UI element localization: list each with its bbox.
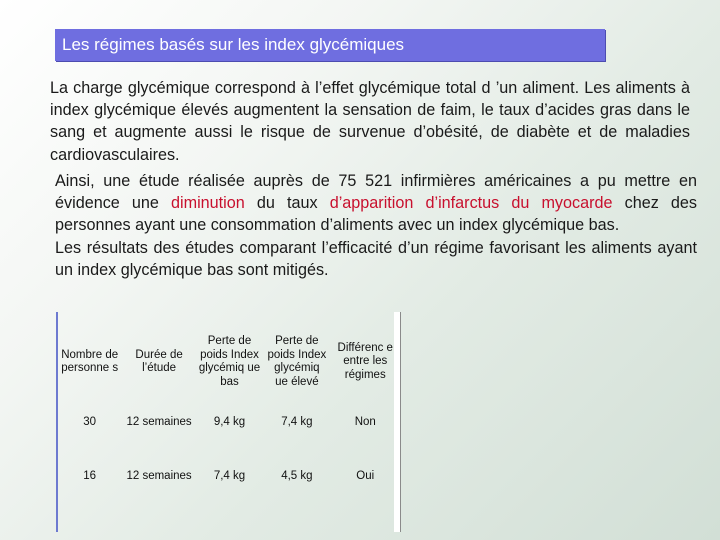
table-cell: 7,4 kg xyxy=(281,416,313,428)
study-text-part2: du taux xyxy=(244,194,330,213)
table-cell: 9,4 kg xyxy=(213,416,246,428)
slide-title: Les régimes basés sur les index glycémiques xyxy=(55,29,605,61)
table-cell: 4,5 kg xyxy=(281,470,313,482)
table-row xyxy=(56,462,401,516)
header-duree: Durée de l’étude xyxy=(135,348,183,374)
table-cell: Oui xyxy=(356,470,375,482)
study-paragraph xyxy=(55,170,697,281)
highlight-infarctus: d’apparition d’infarctus du myocarde xyxy=(329,194,613,213)
header-perte-bas: Perte de poids Index glycémiq ue bas xyxy=(198,335,261,388)
table-cell: 12 semaines xyxy=(126,416,192,428)
table-cell: 30 xyxy=(83,416,97,428)
table-cell: 7,4 kg xyxy=(213,470,246,482)
results-table xyxy=(56,312,401,516)
header-difference: Différenc e entre les régimes xyxy=(337,341,393,381)
header-nombre: Nombre de personne s xyxy=(61,348,119,374)
table-cell: Non xyxy=(354,416,376,428)
table-header-row xyxy=(56,312,401,412)
header-perte-eleve: Perte de poids Index glycémiq ue élevé xyxy=(267,335,327,388)
highlight-diminution: diminution xyxy=(171,194,245,213)
table-cell: 16 xyxy=(83,470,97,482)
table-row xyxy=(56,412,401,462)
intro-paragraph: La charge glycémique correspond à l’effet glycémique total d ’un aliment. Les aliments à index glycémique élevés augmentent la sensation de faim, le taux d’acides gras dans le sang et augmente aussi le risque de survenue d’obésité, de diabète et de maladies cardiovasculaires. xyxy=(50,79,690,164)
results-text: Les résultats des études comparant l’efficacité d’un régime favorisant les aliments ayant un index glycémique bas sont mitigés. xyxy=(55,238,697,279)
study-text-part1: Ainsi, une étude réalisée auprès de 75 521 infirmières américaines a pu mettre en évidence une xyxy=(55,172,697,213)
table-cell: 12 semaines xyxy=(126,470,192,482)
study-text-part3: chez des personnes ayant une consommation d’aliments avec un index glycémique bas. xyxy=(55,194,697,235)
